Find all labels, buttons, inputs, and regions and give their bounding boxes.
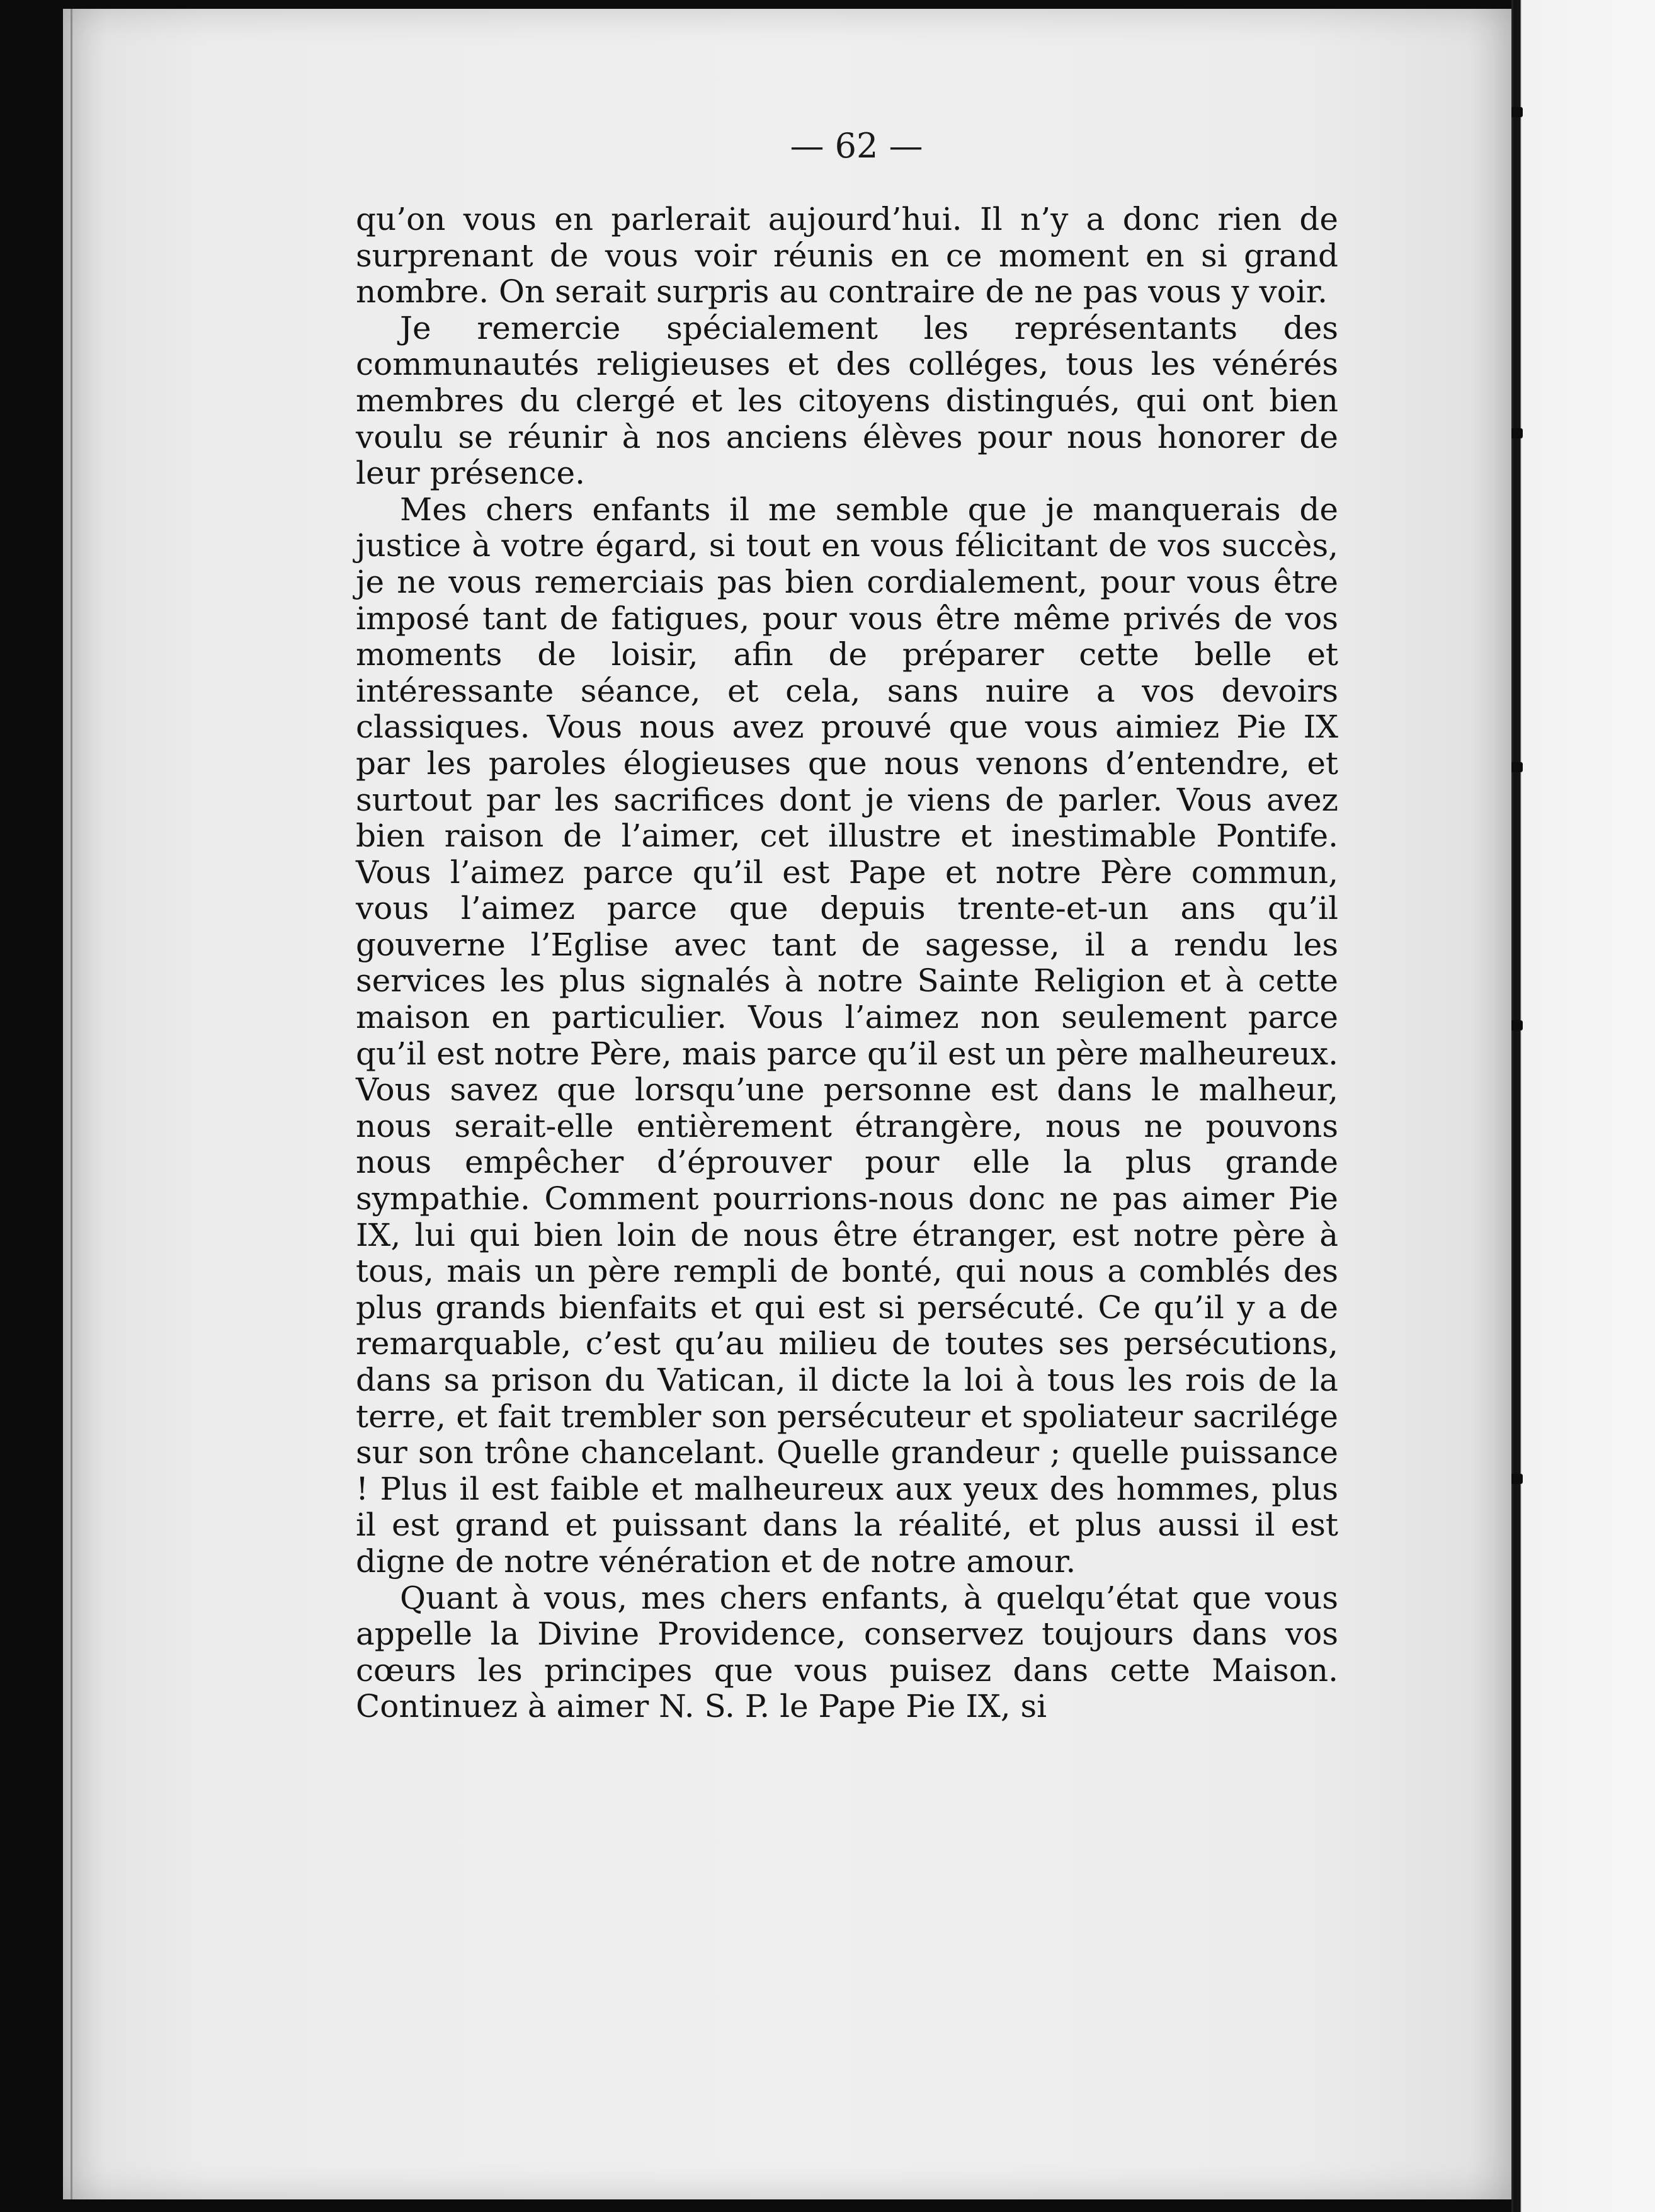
body-text	[356, 202, 1338, 1725]
binding-line	[1513, 0, 1517, 2212]
paragraph: Quant à vous, mes chers enfants, à quelqu’état que vous appelle la Divine Providence, conservez toujours dans vos cœurs les principes que vous puisez dans cette Maison. Continuez à aimer N. S. P. le Pape Pie IX, si	[356, 1579, 1338, 1725]
paragraph: Je remercie spécialement les représentants des communautés religieuses et des colléges, tous les vénérés membres du clergé et les citoyens distingués, qui ont bien voulu se réunir à nos anciens élèves pour nous honorer de leur présence.	[356, 309, 1338, 492]
page-number: — 62 —	[790, 126, 923, 166]
book-spine	[1511, 0, 1655, 2212]
paragraph: qu’on vous en parlerait aujourd’hui. Il n’y a donc rien de surprenant de vous voir réunis en ce moment en si grand nombre. On serait surpris au contraire de ne pas vous y voir.	[356, 201, 1338, 311]
paragraph: Mes chers enfants il me semble que je manquerais de justice à votre égard, si tout en vous félicitant de vos succès, je ne vous remerciais pas bien cordialement, pour vous être imposé tant de fatigues, pour vous être même privés de vos moments de loisir, afin de préparer cette belle et intéressante séance, et cela, sans nuire a vos devoirs classiques. Vous nous avez prouvé que vous aimiez Pie IX par les paroles élogieuses que nous venons d’entendre, et surtout par les sacrifices dont je viens de parler. Vous avez bien raison de l’aimer, cet illustre et inestimable Pontife. Vous l’aimez parce qu’il est Pape et notre Père commun, vous l’aimez parce que depuis trente-et-un ans qu’il gouverne l’Eglise avec tant de sagesse, il a rendu les services les plus signalés à notre Sainte Religion et à cette maison en particulier. Vous l’aimez non seulement parce qu’il est notre Père, mais parce qu’il est un père malheureux. Vous savez que lorsqu’une personne est dans le malheur, nous serait-elle entièrement étrangère, nous ne pouvons nous empêcher d’éprouver pour elle la plus grande sympathie. Comment pourrions-nous donc ne pas aimer Pie IX, lui qui bien loin de nous être étranger, est notre père à tous, mais un père rempli de bonté, qui nous a comblés des plus grands bienfaits et qui est si persécuté. Ce qu’il y a de remarquable, c’est qu’au milieu de toutes ses persécutions, dans sa prison du Vatican, il dicte la loi à tous les rois de la terre, et fait trembler son persécuteur et spoliateur sacrilége sur son trône chancelant. Quelle grandeur ; quelle puissance ! Plus il est faible et malheureux aux yeux des hommes, plus il est grand et puissant dans la réalité, et plus aussi il est digne de notre vénération et de notre amour.	[356, 491, 1338, 1580]
page-edge	[71, 9, 72, 2199]
